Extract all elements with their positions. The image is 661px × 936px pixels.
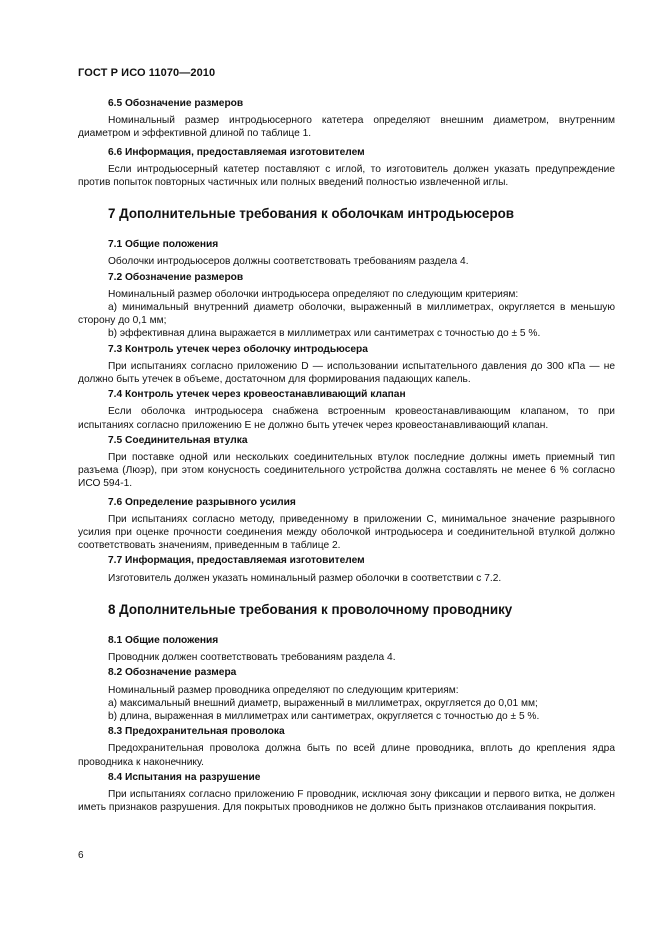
list-item: а) максимальный внешний диаметр, выраженный в миллиметрах, округляется до 0,01 мм;: [108, 697, 538, 709]
paragraph: Если интродьюсерный катетер поставляют с иглой, то изготовитель должен указать предупреждение против попыток повторных частичных или полных введений полностью извлеченной иглы.: [78, 163, 615, 189]
standard-header: ГОСТ Р ИСО 11070—2010: [78, 67, 216, 79]
paragraph: При испытаниях согласно методу, приведенному в приложении С, минимальное значение разрывного усилия при оценке прочности соединения между оболочкой интродьюсера и соединительной втулкой должно соответствовать значениям, приведенным в таблице 2.: [78, 513, 615, 552]
paragraph: Номинальный размер интродьюсерного катетера определяют внешним диаметром, внутренним диаметром и эффективной длиной по таблице 1.: [78, 115, 615, 140]
paragraph: Номинальный размер оболочки интродьюсера определяют по следующим критериям:: [108, 288, 519, 300]
heading-7-6: 7.6 Определение разрывного усилия: [108, 496, 296, 508]
page-number: 6: [78, 850, 84, 861]
paragraph: При поставке одной или нескольких соединительных втулок последние должны иметь приемный тип разъема (Люэр), при этом конусность соединительного устройства должна составлять не менее 6 % согласно ИСО 594-1.: [78, 452, 615, 490]
heading-6-5: 6.5 Обозначение размеров: [108, 98, 244, 109]
heading-7-5: 7.5 Соединительная втулка: [108, 434, 248, 446]
heading-7-4: 7.4 Контроль утечек через кровеостанавливающий клапан: [108, 389, 406, 401]
heading-8-3: 8.3 Предохранительная проволока: [108, 726, 285, 738]
heading-section-8: 8 Дополнительные требования к проволочному проводнику: [108, 601, 513, 617]
heading-8-4: 8.4 Испытания на разрушение: [108, 771, 261, 783]
paragraph: Изготовитель должен указать номинальный размер оболочки в соответствии с 7.2.: [108, 572, 502, 584]
heading-6-6: 6.6 Информация, предоставляемая изготовителем: [108, 146, 365, 158]
heading-7-1: 7.1 Общие положения: [108, 239, 219, 251]
paragraph: При испытаниях согласно приложению F проводник, исключая зону фиксации и первого витка, не должен иметь признаков разрушения. Для покрытых проводников не должно быть признаков отслаивания покрытия.: [78, 788, 615, 814]
heading-section-7: 7 Дополнительные требования к оболочкам интродьюсеров: [108, 206, 515, 222]
list-item: а) минимальный внутренний диаметр оболочки, выраженный в миллиметрах, округляется в меньшую сторону до 0,1 мм;: [78, 302, 615, 327]
heading-8-2: 8.2 Обозначение размера: [108, 667, 237, 679]
heading-7-2: 7.2 Обозначение размеров: [108, 271, 244, 283]
heading-8-1: 8.1 Общие положения: [108, 634, 219, 646]
list-item: b) длина, выраженная в миллиметрах или сантиметрах, округляется с точностью до ± 5 %.: [108, 710, 540, 722]
list-item: b) эффективная длина выражается в миллиметрах или сантиметрах с точностью до ± 5 %.: [108, 328, 541, 340]
paragraph: Предохранительная проволока должна быть по всей длине проводника, вплоть до крепления ядра проводника к наконечнику.: [78, 743, 615, 768]
paragraph: При испытаниях согласно приложению D — использовании испытательного давления до 300 кПа — не должно быть утечек в объеме, достаточном для формирования падающих капель.: [78, 360, 615, 386]
paragraph: Проводник должен соответствовать требованиям раздела 4.: [108, 652, 396, 664]
paragraph: Номинальный размер проводника определяют по следующим критериям:: [108, 684, 459, 696]
heading-7-7: 7.7 Информация, предоставляемая изготовителем: [108, 555, 365, 567]
heading-7-3: 7.3 Контроль утечек через оболочку интродьюсера: [108, 343, 368, 355]
paragraph: Если оболочка интродьюсера снабжена встроенным кровеостанавливающим клапаном, то при испытаниях согласно приложению Е не должно быть утечек через кровеостанавливающий клапан.: [78, 406, 615, 431]
paragraph: Оболочки интродьюсеров должны соответствовать требованиям раздела 4.: [108, 256, 469, 268]
document-body: [78, 95, 615, 814]
